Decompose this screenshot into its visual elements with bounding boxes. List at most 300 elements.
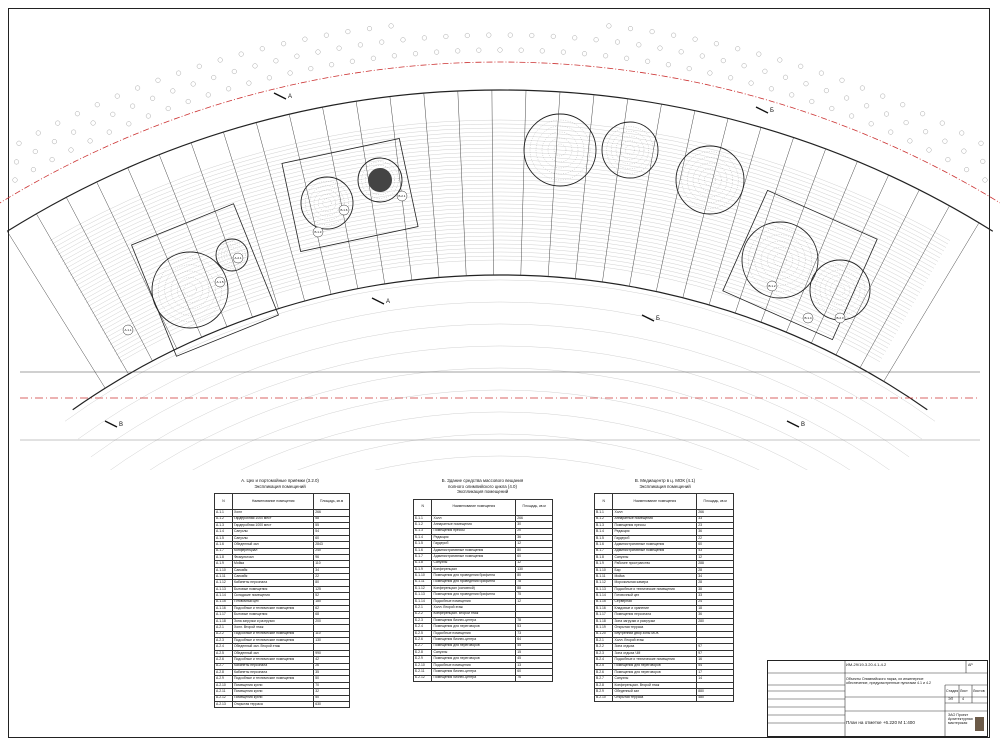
table-cell: Физкультзал (232, 554, 313, 560)
tree-dot (962, 149, 967, 154)
table-cell: Холл (232, 510, 313, 516)
column-header: Площадь, кв.м (314, 494, 350, 510)
tree-dot (607, 24, 612, 29)
table-cell: 266 (314, 510, 350, 516)
table-cell: 68 (314, 612, 350, 618)
tree-dot (253, 64, 258, 69)
round-hall (602, 122, 658, 178)
tree-dot (316, 50, 321, 55)
seating-arc (62, 144, 938, 261)
plaza-arc (143, 412, 858, 470)
table-cell: Гардеробная 1000 мест (232, 522, 313, 528)
table-cell: Аппаратные помещения (432, 522, 516, 528)
tree-dot (422, 36, 427, 41)
tree-dot (943, 139, 948, 144)
table-cell: А.1.18 (215, 618, 233, 624)
table-cell: В.1.18 (595, 618, 613, 624)
table-row (414, 675, 553, 681)
seating-arc (112, 244, 888, 348)
table-cell: 78 (516, 618, 553, 624)
room-tag: А.1.1 (124, 328, 132, 333)
object-name: Объекты Олимпийского парка, их инженерное обеспечение, предусмотренные пунктами 4.1 и 4.2 (846, 677, 932, 686)
seating-arc (116, 252, 884, 355)
radial-line (884, 223, 979, 382)
table-cell: Б.1.2 (414, 522, 432, 528)
tree-dot (309, 66, 314, 71)
tree-dot (186, 99, 191, 104)
seating-arc (110, 240, 890, 345)
table-cell: Открытая терраса (232, 701, 313, 707)
room-tag: А.2.1 (234, 256, 242, 261)
table-cell: Зона загрузки и разгрузки (232, 618, 313, 624)
table-cell: 97 (697, 650, 734, 656)
table-cell: Кабинеты персонала (232, 669, 313, 675)
table-c-subtitle: Экспликация помещений (639, 483, 691, 489)
seating-arc (68, 156, 932, 272)
table-cell: Б.2.6 (414, 637, 432, 643)
radial-line (575, 95, 594, 279)
table-cell: 23 (697, 522, 734, 528)
table-cell: 76 (516, 675, 553, 681)
table-cell: А.1.16 (215, 606, 233, 612)
table-cell: Аппаратные помещения (613, 516, 697, 522)
table-cell: Санузлы (232, 529, 313, 535)
company-name: ЗАО Проект Архитектурная мастерская (948, 713, 973, 726)
seating-ring (611, 131, 648, 168)
table-cell: 80 (516, 547, 553, 553)
tree-dot (444, 34, 449, 39)
tree-dot (33, 149, 38, 154)
seating-ring (184, 284, 197, 297)
round-hall (810, 260, 870, 320)
radial-line (492, 90, 494, 275)
table-cell: Кабинеты персонала (232, 663, 313, 669)
buildings (132, 114, 878, 356)
tree-dot (959, 131, 964, 136)
table-cell: 34 (697, 574, 734, 580)
table-cell: Редакция (613, 529, 697, 535)
table-cell: В.1.20 (595, 631, 613, 637)
tree-dot (191, 82, 196, 87)
table-cell: В.1.15 (595, 599, 613, 605)
seating-ring (682, 152, 739, 209)
table-cell: Обеденный зал (613, 689, 697, 695)
table-cell: Мойка (613, 574, 697, 580)
table-cell: Б.2.9 (414, 656, 432, 662)
tree-dot (498, 48, 503, 53)
title-block-lines (768, 661, 987, 736)
amphitheatre-arcs (0, 62, 1000, 470)
table-cell: 130 (314, 638, 350, 644)
radial-line (709, 127, 761, 305)
tree-dot (749, 81, 754, 86)
table-cell: В.2.3 (595, 650, 613, 656)
tree-dot (71, 130, 76, 135)
table-cell: А.2.5 (215, 650, 233, 656)
room-tag: Б.1.3 (314, 230, 322, 235)
tree-dot (288, 71, 293, 76)
table-cell: Помещения для переговоров (432, 656, 516, 662)
table-cell: 80 (516, 573, 553, 579)
plaza-arc (104, 346, 896, 470)
room-tag: В.1.2 (768, 284, 776, 289)
tree-dot (763, 69, 768, 74)
tree-dot (904, 120, 909, 125)
table-cell: Помещения кухни (232, 695, 313, 701)
section-arrow (642, 315, 654, 321)
table-cell: В.1.8 (595, 554, 613, 560)
tree-dot (540, 49, 545, 54)
table-cell: Обеденный зал. Второй этаж (232, 644, 313, 650)
outer-facade (7, 90, 993, 231)
tree-dot (824, 88, 829, 93)
table-cell: А.1.8 (215, 554, 233, 560)
table-cell: А.2.12 (215, 695, 233, 701)
table-cell: В.1.4 (595, 529, 613, 535)
table-cell: Подсобные помещения (432, 598, 516, 604)
table-cell: 75 (516, 592, 553, 598)
table-cell: 80 (314, 580, 350, 586)
table-cell: Бытовые помещения (232, 612, 313, 618)
section-arrow (787, 421, 799, 427)
tree-dot (17, 141, 22, 146)
table-cell: 53 (516, 624, 553, 630)
table-b-grid (413, 499, 553, 682)
table-cell: В.2.8 (595, 682, 613, 688)
table-cell: 50 (314, 676, 350, 682)
table-cell: А.1.13 (215, 586, 233, 592)
tree-dot (455, 49, 460, 54)
table-cell: А.2.10 (215, 682, 233, 688)
tree-dot (176, 71, 181, 76)
table-cell: 14 (697, 676, 734, 682)
tree-dot (166, 106, 171, 111)
plaza-arc (117, 368, 883, 470)
table-cell: А.1.6 (215, 542, 233, 548)
tree-dot (50, 157, 55, 162)
seating-arc (84, 188, 916, 299)
tree-dot (900, 102, 905, 107)
table-c-grid (594, 493, 734, 702)
table-cell: Б.1.10 (414, 573, 432, 579)
table-cell: Гардероб (613, 535, 697, 541)
seating-arc (72, 164, 928, 279)
table-cell: 88 (516, 586, 553, 592)
table-cell: 45 (516, 643, 553, 649)
round-hall (301, 177, 353, 229)
tree-dot (115, 94, 120, 99)
section-mark-label: В (119, 422, 124, 428)
table-cell: 34 (314, 567, 350, 573)
seating-arc (64, 148, 936, 265)
tree-dot (146, 114, 151, 119)
table-cell: Санкабя (232, 567, 313, 573)
table-cell: 2843 (314, 542, 350, 548)
room-tag: Б.1.6 (340, 208, 348, 213)
seating-ring (774, 254, 787, 267)
table-cell: 15 (516, 649, 553, 655)
tree-dot (218, 58, 223, 63)
table-cell: Гардеробная 1000 мест (232, 516, 313, 522)
seating-arc (54, 128, 946, 248)
table-cell: 990 (314, 650, 350, 656)
table-cell: Подсобные и технические помещения (232, 631, 313, 637)
table-cell: 22 (314, 574, 350, 580)
table-cell: Б.2.1 (414, 605, 432, 611)
seating-arc (86, 192, 914, 303)
table-cell: 880 (697, 689, 734, 695)
table-cell: 96 (314, 554, 350, 560)
table-cell: 125 (314, 586, 350, 592)
tree-dot (650, 29, 655, 34)
tree-dot (666, 62, 671, 67)
table-cell: Административные помещения (432, 554, 516, 560)
section-mark-label: Б (656, 316, 660, 322)
seating-arc (66, 152, 934, 268)
table-cell: Помещения персонала (613, 612, 697, 618)
table-cell: Б.2.12 (414, 675, 432, 681)
table-cell: Бар (613, 567, 697, 573)
radial-line (458, 91, 466, 276)
section-arrow (756, 107, 768, 113)
tree-dot (687, 66, 692, 71)
table-cell: 60 (516, 669, 553, 675)
table-cell: Конференцзал (432, 566, 516, 572)
column-header: Наименование помещения (613, 494, 697, 510)
tree-dot (860, 86, 865, 91)
tree-dot (350, 59, 355, 64)
table-cell: А.2.13 (215, 701, 233, 707)
tree-dot (107, 130, 112, 135)
radial-line (36, 214, 128, 374)
table-cell: А.2.3 (215, 638, 233, 644)
sheet-label: Лист (960, 689, 968, 693)
tree-dot (742, 63, 747, 68)
table-cell: 24 (697, 599, 734, 605)
table-cell: Кладовые и хранение (613, 606, 697, 612)
tree-dot (946, 157, 951, 162)
tree-dot (371, 56, 376, 61)
table-cell: А.1.11 (215, 574, 233, 580)
seating-ring (815, 265, 865, 315)
seating-ring (748, 228, 811, 291)
table-cell: Помещения бизнес-центра (432, 669, 516, 675)
tree-dot (603, 54, 608, 59)
tree-dot (401, 38, 406, 43)
table-cell: Б.1.6 (414, 547, 432, 553)
tree-dot (830, 106, 835, 111)
table-cell: В.1.3 (595, 522, 613, 528)
table-cell: 36 (697, 612, 734, 618)
table-cell: Б.2.8 (414, 649, 432, 655)
table-cell: В.1.5 (595, 535, 613, 541)
room-tag: В.2.3 (836, 316, 844, 321)
table-cell: Помещения прессы (432, 528, 516, 534)
table-cell: В.1.13 (595, 586, 613, 592)
table-cell: Помещения для проведения брифинга (432, 592, 516, 598)
table-b-subtitle: Экспликация помещений (456, 489, 509, 495)
table-cell: Б.1.4 (414, 534, 432, 540)
table-cell: 288 (697, 561, 734, 567)
column-header: Площадь, кв.м (516, 499, 553, 515)
table-cell: А.1.5 (215, 535, 233, 541)
table-cell: 78 (516, 579, 553, 585)
tree-dot (819, 71, 824, 76)
table-a-title: А. Цех и портомойные приёмки (3.2.0) (241, 478, 319, 483)
table-cell: Подсобные и технические помещения (613, 586, 697, 592)
tree-dot (260, 46, 265, 51)
plaza-arc (130, 390, 871, 470)
tree-dot (69, 148, 74, 153)
table-cell: В.1.16 (595, 606, 613, 612)
section-arrow (274, 93, 286, 99)
table-cell: В.1.9 (595, 561, 613, 567)
table-cell: А.1.9 (215, 561, 233, 567)
tree-dot (91, 121, 96, 126)
table-cell: Помещения кухни (232, 682, 313, 688)
table-cell: В.2.2 (595, 644, 613, 650)
tree-dot (735, 46, 740, 51)
table-cell: 20 (516, 528, 553, 534)
tree-dot (413, 51, 418, 56)
table-cell: 70 (314, 682, 350, 688)
tree-dot (940, 121, 945, 126)
room-tag: Б.2.1 (398, 194, 406, 199)
table-cell: Административные помещения (432, 547, 516, 553)
table-cell: Административные помещения (613, 548, 697, 554)
table-cell: 35 (314, 669, 350, 675)
tree-dot (13, 178, 18, 183)
column-header: N (595, 494, 613, 510)
tree-dot (31, 167, 36, 172)
table-cell: А.1.2 (215, 516, 233, 522)
tree-dot (346, 29, 351, 34)
section-mark-label: А (288, 94, 293, 100)
tree-dot (769, 87, 774, 92)
table-cell: 30 (516, 522, 553, 528)
table-cell: Б.1.14 (414, 598, 432, 604)
tree-dot (487, 33, 492, 38)
tree-dot (700, 54, 705, 59)
table-cell: 240 (314, 548, 350, 554)
column-header: Наименование помещения (432, 499, 516, 515)
table-a (210, 478, 350, 708)
table-cell: В.1.14 (595, 593, 613, 599)
tree-dot (964, 167, 969, 172)
tree-dot (920, 111, 925, 116)
tree-dot (637, 43, 642, 48)
table-cell: Бытовые помещения (232, 586, 313, 592)
tree-dot (693, 37, 698, 42)
table-cell: Зона загрузки и разгрузки (613, 618, 697, 624)
tree-dot (840, 78, 845, 83)
round-hall (742, 222, 818, 298)
table-cell: 480 (697, 695, 734, 701)
table-b-title: Б. Здание средства массового вещания (441, 478, 524, 483)
sheet-number: 4 (962, 697, 964, 701)
tree-dot (232, 69, 237, 74)
table-cell: В.1.19 (595, 625, 613, 631)
tree-dot (379, 40, 384, 45)
tree-dot (55, 121, 60, 126)
table-cell: Открытая терраса (613, 695, 697, 701)
table-cell: Подсобные и технические помещения (232, 638, 313, 644)
table-cell: Б.1.13 (414, 592, 432, 598)
table-cell: 50 (314, 695, 350, 701)
tree-dot (274, 59, 279, 64)
table-cell: 630 (314, 701, 350, 707)
table-cell: Подсобные и технические помещения (613, 657, 697, 663)
table-cell: 12 (697, 554, 734, 560)
table-cell: 64 (516, 637, 553, 643)
tree-dot (111, 112, 116, 117)
tree-dot (130, 104, 135, 109)
tree-dot (798, 64, 803, 69)
table-cell: А.1.3 (215, 522, 233, 528)
plaza-arc (156, 434, 845, 470)
table-header-row (595, 494, 734, 510)
seating-ring (835, 285, 845, 295)
table-cell: 60 (516, 554, 553, 560)
table-cell: Готовочный цех (232, 599, 313, 605)
tree-dot (135, 86, 140, 91)
tree-dot (127, 122, 132, 127)
seating-arc (90, 200, 910, 310)
table-cell: Подсобные помещения (432, 630, 516, 636)
central-core (368, 168, 392, 192)
room-tag: В.1.4 (804, 316, 812, 321)
table-cell: 28 (697, 567, 734, 573)
tree-dot (329, 62, 334, 67)
table-cell: Б.2.2 (414, 611, 432, 617)
table-cell: Холл. Второй этаж (613, 638, 697, 644)
table-cell: Внутренний двор зоны МОК (613, 631, 697, 637)
table-cell: Зона отдыха ЧМ (613, 650, 697, 656)
table-cell: 17 (697, 669, 734, 675)
tree-dot (561, 50, 566, 55)
tree-dot (679, 50, 684, 55)
tree-dot (465, 33, 470, 38)
table-cell: 200 (314, 618, 350, 624)
tree-dot (95, 102, 100, 107)
radial-line (424, 93, 439, 277)
table-cell: А.2.4 (215, 644, 233, 650)
table-cell: Морозильная камера (613, 580, 697, 586)
table-c-title: В. Медиацентр в ц. МОК (4.1) (634, 478, 696, 483)
table-cell: 13 (516, 662, 553, 668)
table-cell: А.2.6 (215, 657, 233, 663)
table-cell: Б.1.8 (414, 560, 432, 566)
tree-dot (849, 114, 854, 119)
tree-dot (392, 54, 397, 59)
radial-line (521, 90, 526, 275)
seating-ring (687, 157, 732, 202)
table-cell: А.2.1 (215, 625, 233, 631)
table-cell: 18 (697, 606, 734, 612)
tree-dot (864, 104, 869, 109)
stage-value: ЭП (948, 697, 954, 701)
table-cell: А.1.15 (215, 599, 233, 605)
table-cell: В.1.10 (595, 567, 613, 573)
tree-dot (75, 111, 80, 116)
table-cell: Б.2.3 (414, 618, 432, 624)
table-cell: В.2.5 (595, 663, 613, 669)
table-cell: Холл (613, 510, 697, 516)
tree-dot (239, 52, 244, 57)
table-cell: В.1.2 (595, 516, 613, 522)
seating-arc (50, 120, 950, 241)
table-cell: 42 (314, 657, 350, 663)
